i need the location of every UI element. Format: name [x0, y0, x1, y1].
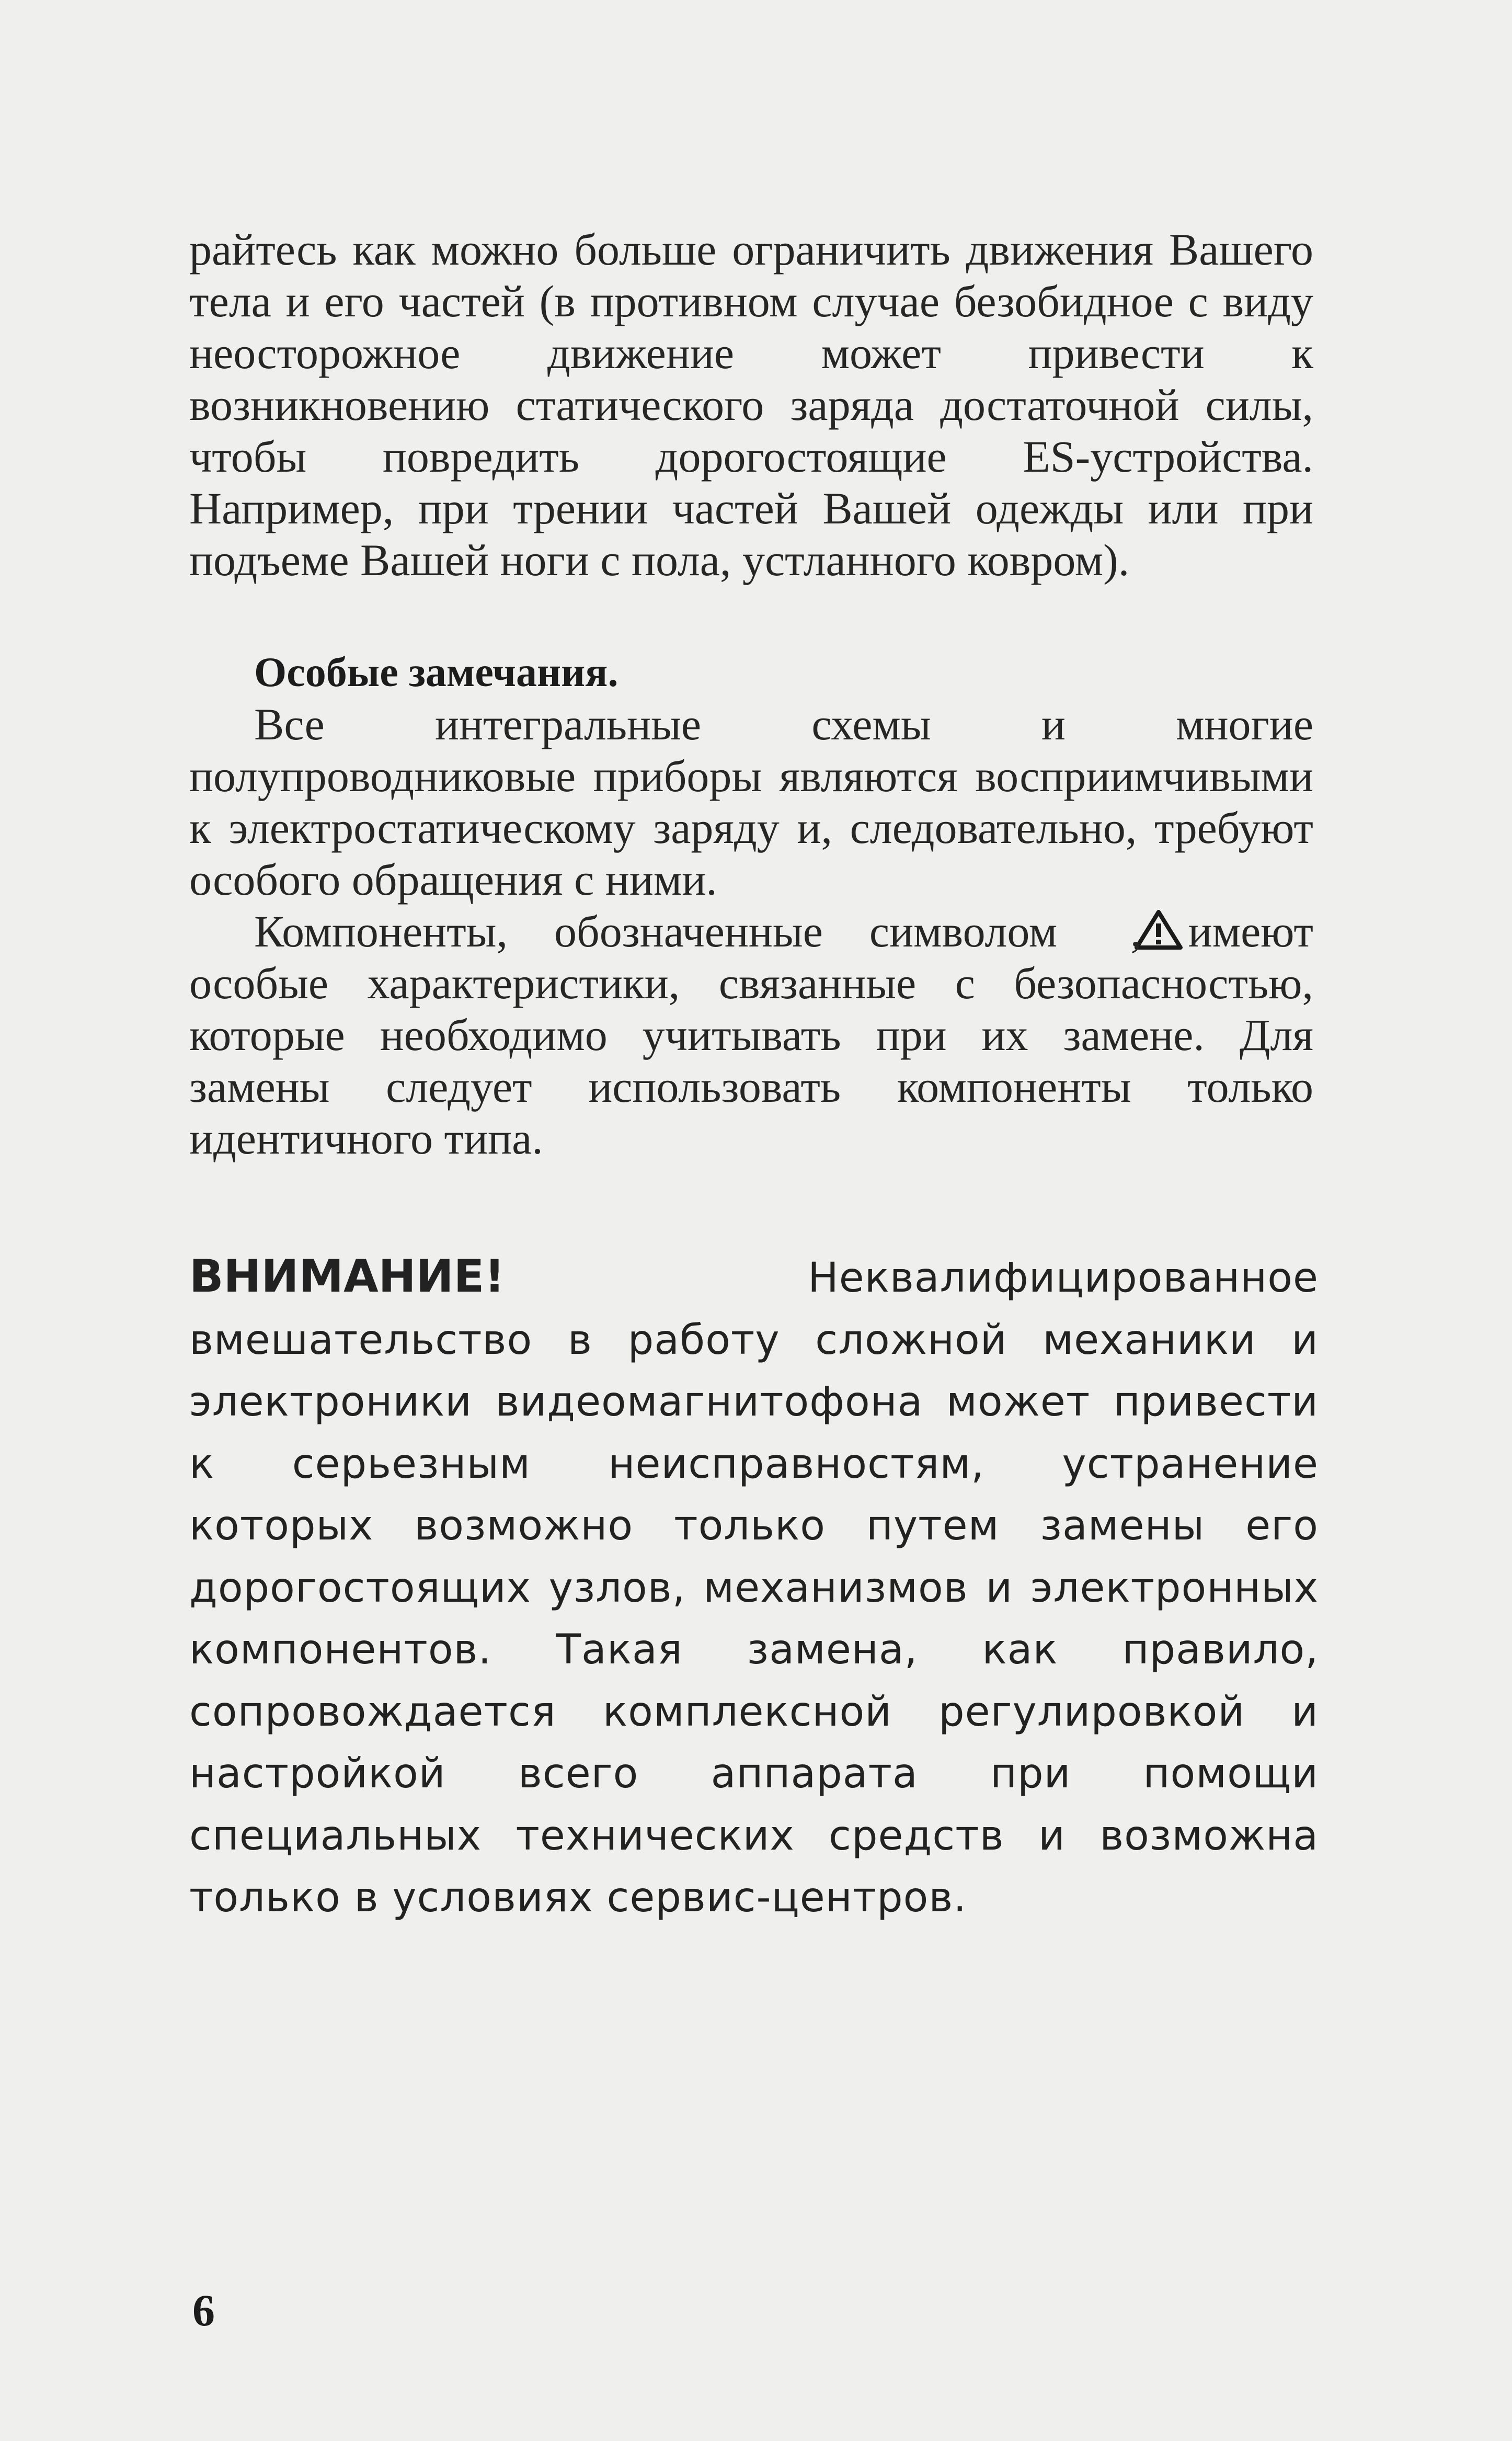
notes-paragraph-2-end: , имеют особые характеристики, связанные с безопасностью, которые необходимо учитывать при их замене. Для замены следует использовать компоненты только идентичного типа.: [189, 906, 1313, 1164]
warning-paragraph: [189, 1246, 1319, 1929]
intro-paragraph: райтесь как можно больше ограничить движения Вашего тела и его частей (в противном случае безобидное с виду неосторожное движение может привести к возникновению статического заряда достаточной силы, чтобы повредить дорогостоящие ES-устройства. Например, при трении частей Вашей одежды или при подъеме Вашей ноги с пола, устланного ковром).: [189, 224, 1313, 585]
warning-triangle-icon: [1070, 909, 1118, 949]
warning-lead: ВНИМАНИЕ!: [189, 1250, 505, 1303]
page-number: 6: [192, 2285, 215, 2335]
notes-paragraph-1: Все интегральные схемы и многие полупроводниковые приборы являются восприимчивыми к электростатическому заряду и, следовательно, требуют особого обращения с ними.: [189, 699, 1313, 905]
notes-paragraph-2: [189, 906, 1313, 1165]
notes-heading: Особые замечания.: [254, 649, 618, 695]
intro-section: [189, 224, 1313, 586]
warning-section: [189, 1246, 1319, 1929]
warning-text: Неквалифицированное вмешательство в работу сложной механики и электроники видеомагнитофона может привести к серьезным неисправностям, устранение которых возможно только путем замены его дорогостоящих узлов, механизмов и электронных компонентов. Такая замена, как правило, сопровождается комплексной регулировкой и настройкой всего аппарата при помощи специальных технических средств и возможна только в условиях сервис-центров.: [189, 1254, 1319, 1921]
notes-paragraph-2-start: Компоненты, обозначенные символом: [254, 906, 1058, 956]
notes-section: [189, 699, 1313, 1165]
